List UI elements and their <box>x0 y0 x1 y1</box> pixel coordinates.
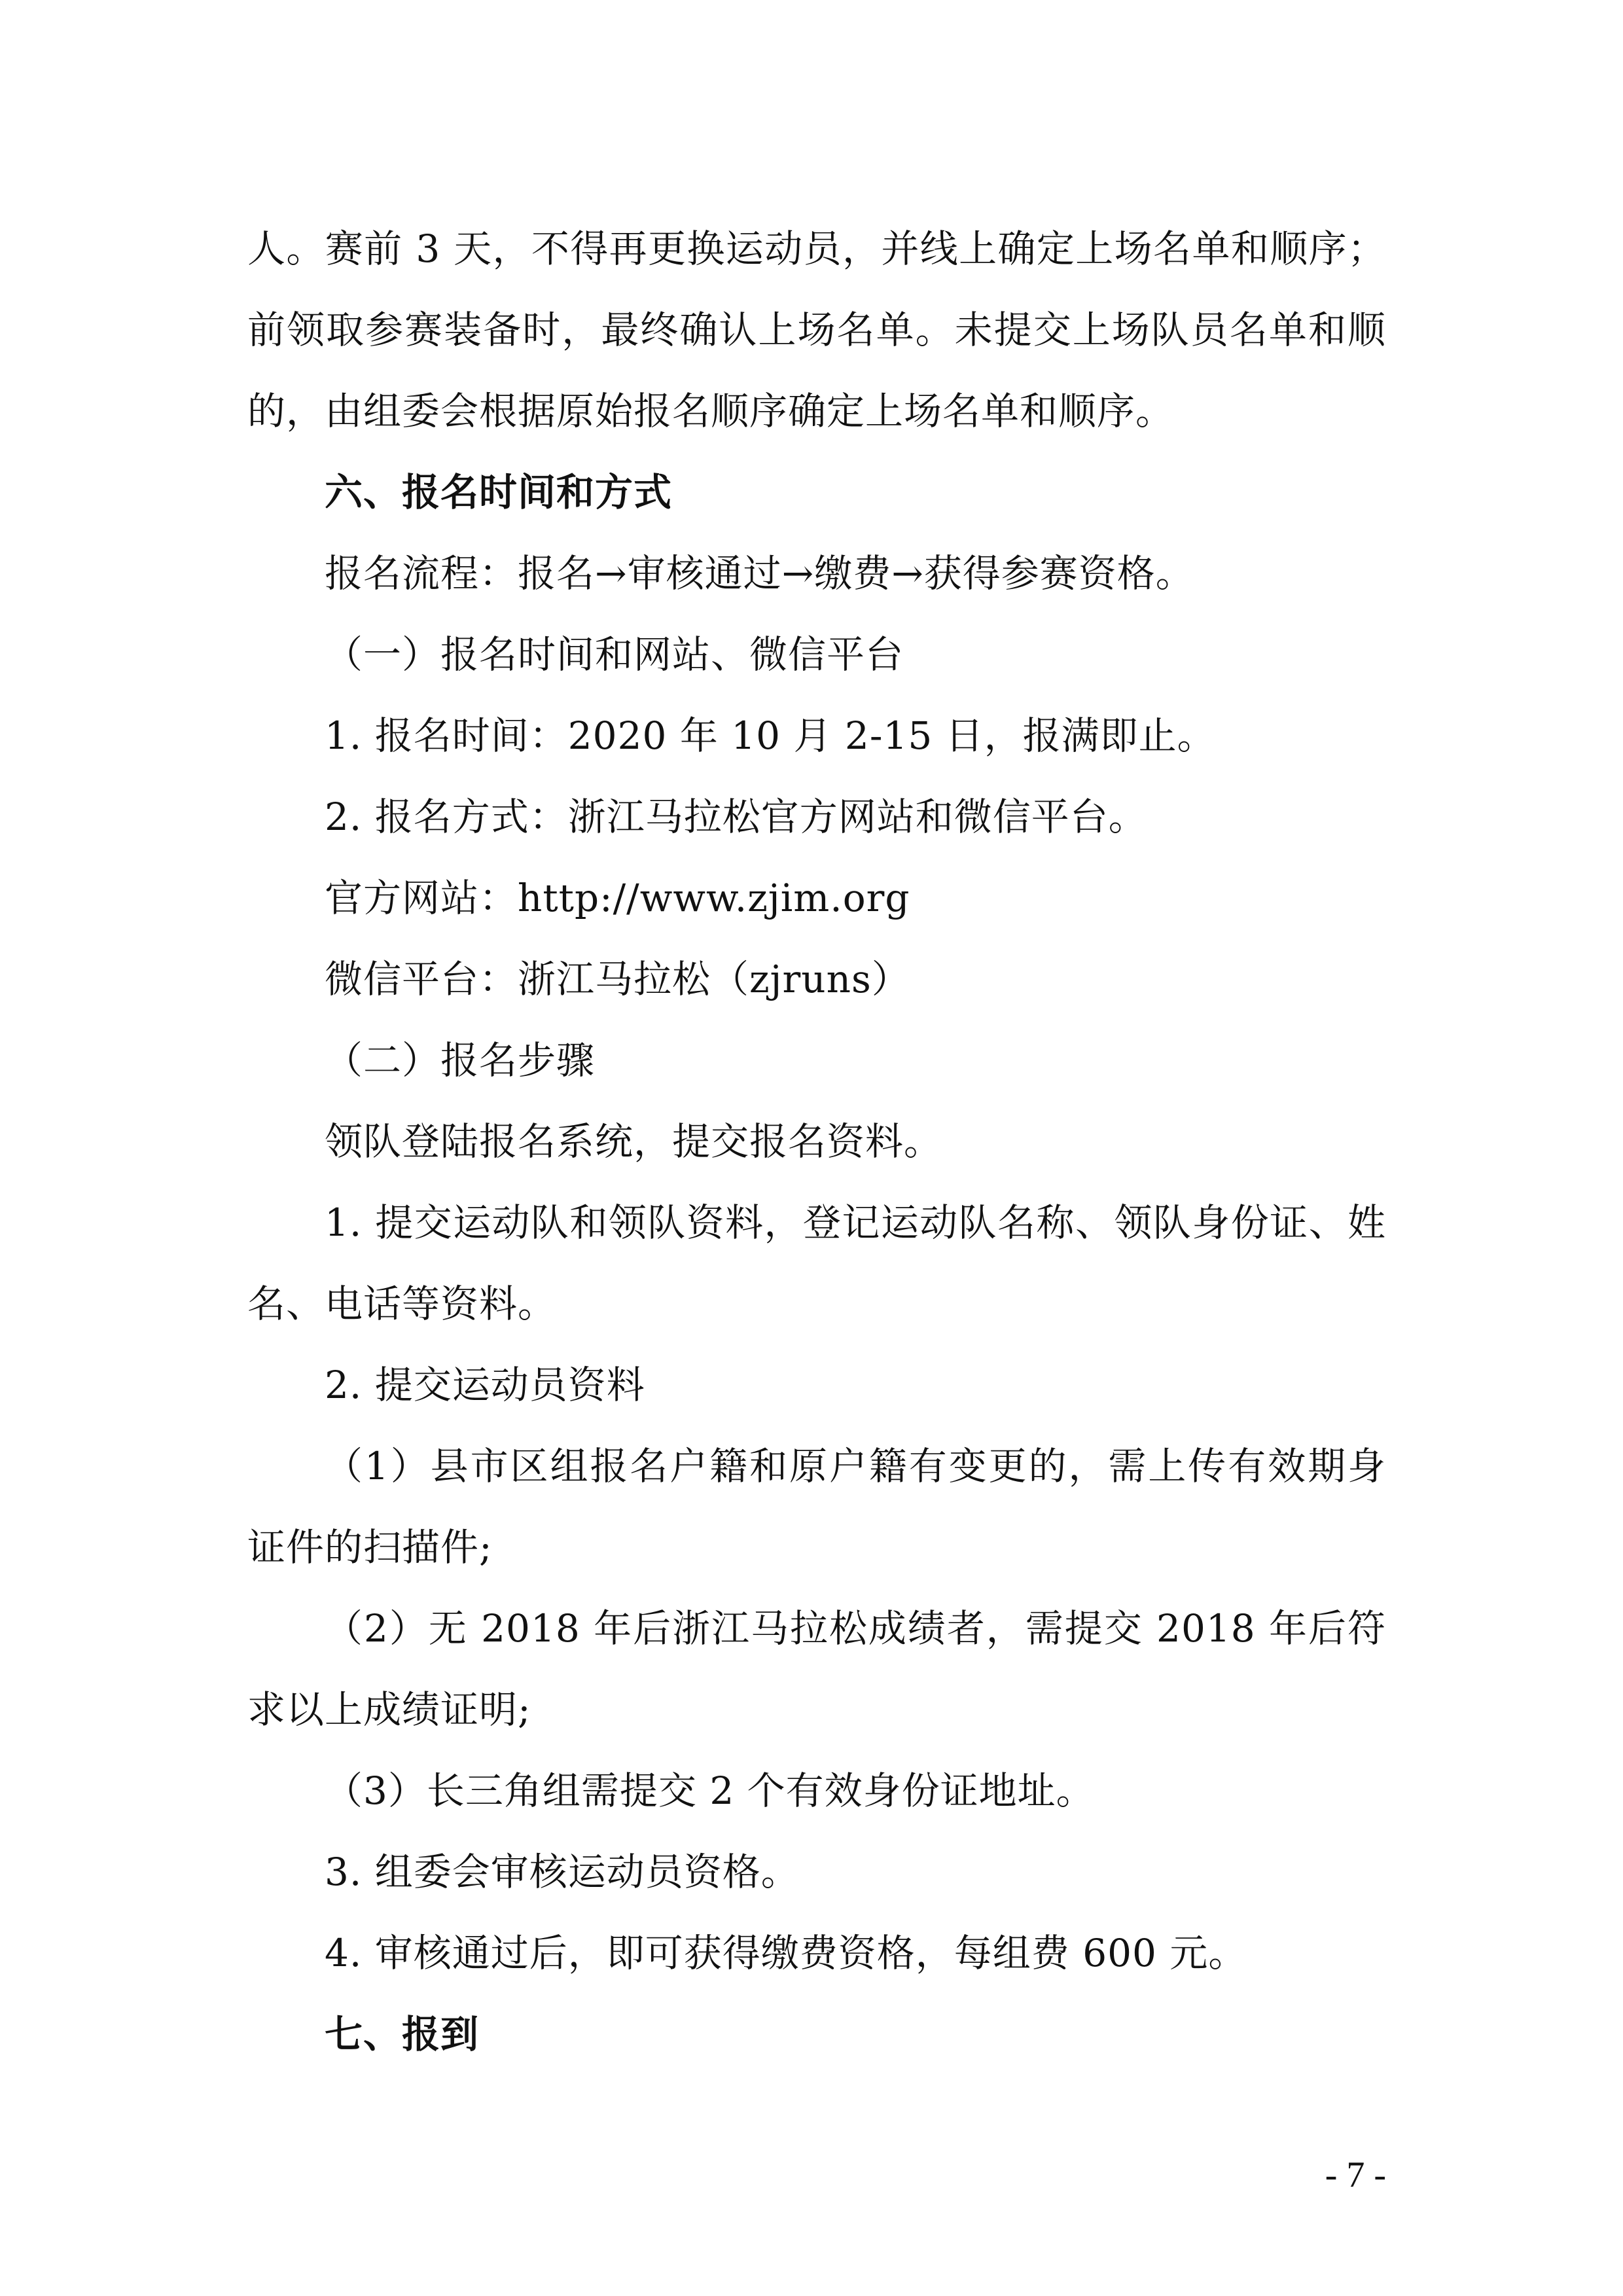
paragraph-line: 前领取参赛装备时，最终确认上场名单。未提交上场队员名单和顺 <box>247 308 1386 352</box>
list-item-continuation: 名、电话等资料。 <box>247 1282 557 1326</box>
subsection-heading: （一）报名时间和网站、微信平台 <box>325 632 904 677</box>
list-item: 2. 报名方式：浙江马拉松官方网站和微信平台。 <box>325 795 1147 839</box>
section-heading: 六、报名时间和方式 <box>325 470 673 514</box>
list-item: 2. 提交运动员资料 <box>325 1363 645 1407</box>
wechat-line: 微信平台：浙江马拉松（zjruns） <box>325 957 910 1001</box>
list-item: 1. 报名时间：2020 年 10 月 2-15 日，报满即止。 <box>325 713 1216 758</box>
paragraph-line: 人。赛前 3 天，不得再更换运动员，并线上确定上场名单和顺序； <box>247 226 1386 271</box>
page-number: - 7 - <box>1325 2155 1386 2195</box>
list-item: 3. 组委会审核运动员资格。 <box>325 1850 800 1894</box>
sub-list-item: （2）无 2018 年后浙江马拉松成绩者，需提交 2018 年后符 <box>325 1606 1386 1651</box>
sub-list-item-continuation: 证件的扫描件; <box>247 1525 493 1570</box>
section-heading: 七、报到 <box>325 2012 480 2056</box>
sub-list-item-continuation: 求以上成绩证明; <box>247 1687 531 1732</box>
paragraph-line: 报名流程：报名→审核通过→缴费→获得参赛资格。 <box>325 551 1194 596</box>
subsection-heading: （二）报名步骤 <box>325 1038 596 1083</box>
sub-list-item: （3）长三角组需提交 2 个有效身份证地址。 <box>325 1768 1095 1813</box>
sub-list-item: （1）县市区组报名户籍和原户籍有变更的，需上传有效期身 <box>325 1444 1386 1488</box>
list-item: 1. 提交运动队和领队资料，登记运动队名称、领队身份证、姓 <box>325 1200 1386 1245</box>
paragraph-line: 的，由组委会根据原始报名顺序确定上场名单和顺序。 <box>247 389 1175 433</box>
website-line: 官方网站：http://www.zjim.org <box>325 876 910 920</box>
list-item: 4. 审核通过后，即可获得缴费资格，每组费 600 元。 <box>325 1931 1247 1975</box>
paragraph-line: 领队登陆报名系统，提交报名资料。 <box>325 1119 943 1164</box>
